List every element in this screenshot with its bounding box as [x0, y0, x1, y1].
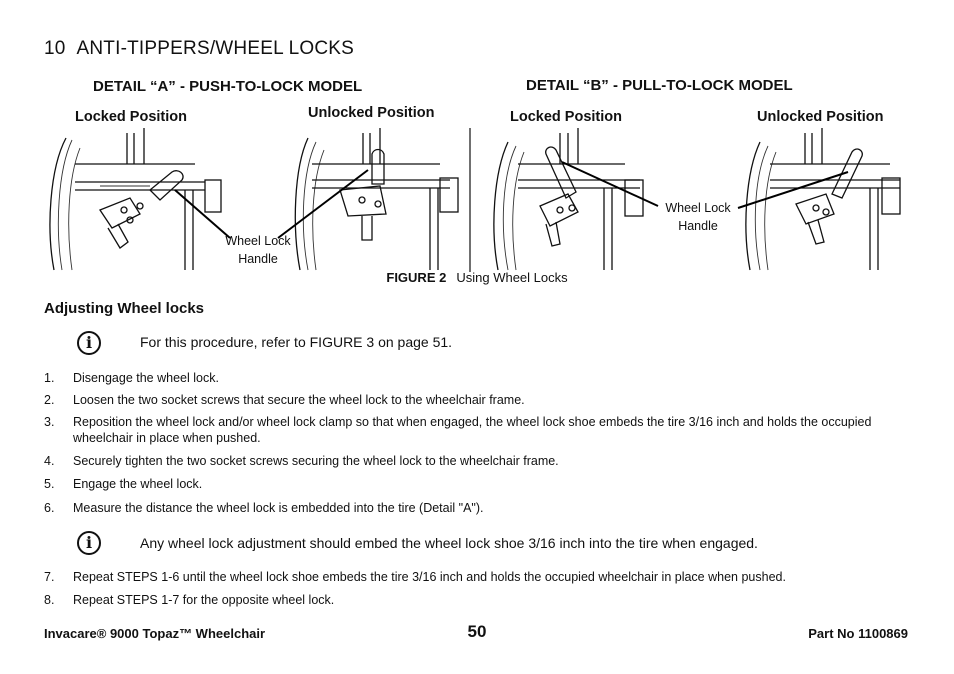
figure-caption-text: Using Wheel Locks	[456, 270, 568, 285]
detail-b-title: DETAIL “B” - PULL-TO-LOCK MODEL	[526, 77, 793, 94]
step-number: 4.	[44, 454, 55, 468]
detail-a-locked-drawing	[50, 128, 221, 270]
detail-a-callout-leader	[175, 190, 230, 238]
section-number: 10	[44, 38, 66, 59]
detail-a-callout	[214, 232, 302, 268]
detail-a-unlocked-drawing	[295, 128, 458, 270]
detail-a-unlocked-label: Unlocked Position	[308, 105, 435, 121]
footer-part-number: Part No 1100869	[808, 626, 908, 641]
detail-a-callout-line2: Handle	[238, 252, 278, 266]
page-number: 50	[467, 622, 487, 641]
section-title: ANTI-TIPPERS/WHEEL LOCKS	[76, 38, 355, 59]
detail-b-locked-drawing	[494, 128, 643, 270]
detail-b-callout	[654, 199, 742, 235]
detail-b-unlocked-label: Unlocked Position	[757, 109, 884, 125]
step-number: 1.	[44, 371, 55, 385]
detail-b-unlocked-drawing	[746, 128, 900, 270]
wheel-lock-figure	[0, 128, 954, 273]
step-number: 6.	[44, 501, 55, 515]
step-text: Securely tighten the two socket screws securing the wheel lock to the wheelchair frame.	[73, 454, 559, 468]
figure-caption	[0, 270, 954, 285]
step-text: Disengage the wheel lock.	[73, 371, 219, 385]
info-icon: i	[77, 331, 101, 355]
step-number: 8.	[44, 593, 55, 607]
note-2-text: Any wheel lock adjustment should embed the wheel lock shoe 3/16 inch into the tire when engaged.	[140, 535, 758, 551]
detail-b-callout-line2: Handle	[678, 219, 718, 233]
note-1-text: For this procedure, refer to FIGURE 3 on page 51.	[140, 334, 453, 350]
step-number: 7.	[44, 570, 55, 584]
procedure-heading: Adjusting Wheel locks	[44, 300, 205, 317]
step-text: Loosen the two socket screws that secure the wheel lock to the wheelchair frame.	[73, 393, 525, 407]
detail-a-callout-line1: Wheel Lock	[225, 234, 291, 248]
step-text: Engage the wheel lock.	[73, 477, 203, 491]
section-heading	[44, 38, 354, 60]
detail-b-callout-line1: Wheel Lock	[665, 201, 731, 215]
detail-b-locked-label: Locked Position	[510, 109, 622, 125]
step-text: Repeat STEPS 1-7 for the opposite wheel lock.	[73, 593, 335, 607]
step-number: 2.	[44, 393, 55, 407]
step-text: Reposition the wheel lock and/or wheel lock clamp so that when engaged, the wheel lock shoe embeds the tire 3/16 inch and holds the occupied wheelchair in place when pushed.	[73, 415, 872, 445]
step-number: 3.	[44, 415, 55, 429]
detail-b-callout-leader-2	[738, 172, 848, 208]
detail-a-locked-label: Locked Position	[75, 109, 187, 125]
detail-a-title: DETAIL “A” - PUSH-TO-LOCK MODEL	[93, 78, 363, 95]
step-text: Repeat STEPS 1-6 until the wheel lock shoe embeds the tire 3/16 inch and holds the occupied wheelchair in place when pushed.	[73, 570, 786, 584]
step-number: 5.	[44, 477, 55, 491]
info-icon: i	[77, 531, 101, 555]
footer-product: Invacare® 9000 Topaz™ Wheelchair	[44, 626, 266, 641]
figure-caption-label: FIGURE 2	[386, 270, 447, 285]
step-text: Measure the distance the wheel lock is embedded into the tire (Detail "A").	[73, 501, 484, 515]
